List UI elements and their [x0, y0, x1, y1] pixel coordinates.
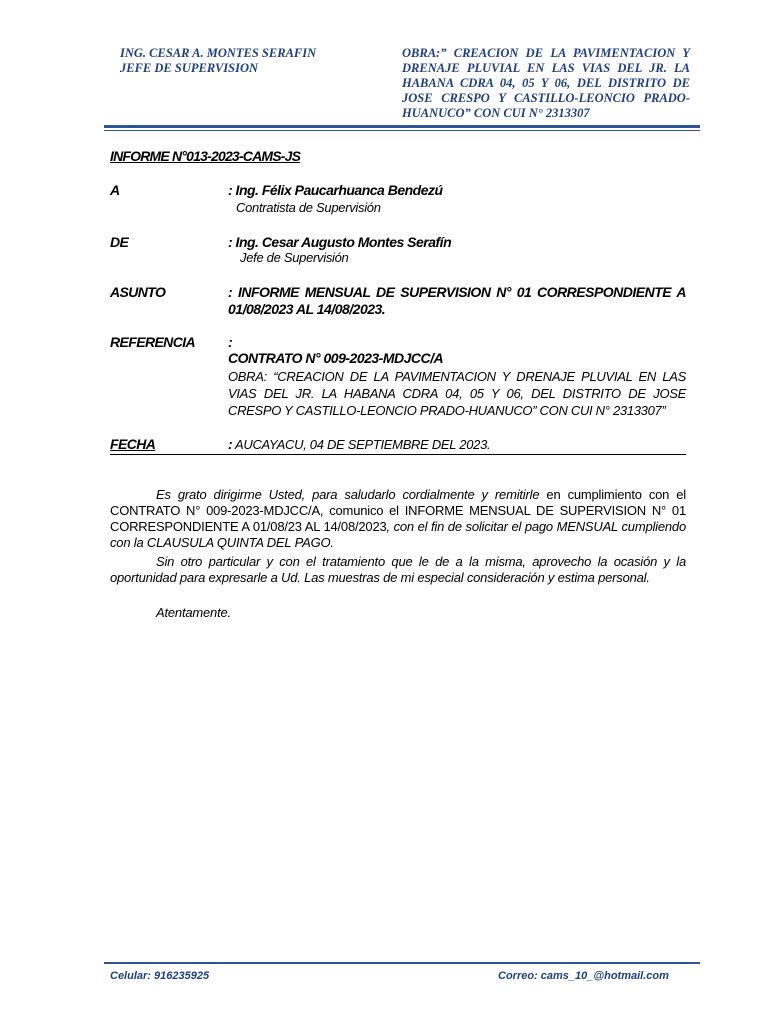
date-label: FECHA: [110, 436, 156, 452]
body-p1-greeting: Es grato dirigirme Usted, para saludarlo cordialmente y remitirle: [156, 487, 540, 502]
body-p1-request: , con el fin de solicitar el pago MENSUAL cumpliendo con la CLAUSULA QUINTA DEL PAGO.: [110, 519, 686, 550]
body-p1-main: en cumplimiento con el CONTRATO N° 009-2023-MDJCC/A, comunico el INFORME MENSUAL DE SUPERVISION N° 01 CORRESPONDIENTE A 01/08/23 AL 14/08/2023: [110, 487, 686, 534]
reference-project: OBRA: “CREACION DE LA PAVIMENTACION Y DRENAJE PLUVIAL EN LAS VIAS DEL JR. LA HABANA CDRA 04, 05 Y 06, DEL DISTRITO DE JOSE CRESPO Y CASTILLO-LEONCIO PRADO-HUANUCO” CON CUI N° 2313307”: [228, 369, 686, 418]
date-value: [228, 436, 686, 452]
reference-colon: :: [228, 334, 233, 350]
footer-phone: Celular: 916235925: [110, 970, 210, 982]
informe-title: INFORME N°013-2023-CAMS-JS: [110, 148, 301, 164]
body-paragraph-1: [110, 487, 686, 551]
to-value: : Ing. Félix Paucarhuanca Bendezú: [228, 182, 443, 198]
subject-label: ASUNTO: [110, 284, 166, 300]
subject-value: : INFORME MENSUAL DE SUPERVISION N° 01 CORRESPONDIENTE A 01/08/2023 AL 14/08/2023.: [228, 284, 686, 317]
to-role: Contratista de Supervisión: [236, 200, 381, 215]
date-divider: [110, 454, 686, 455]
header-divider-thin: [104, 130, 700, 131]
body-paragraph-2: Sin otro particular y con el tratamiento que le de a la misma, aprovecho la ocasión y la oportunidad para expresarle a Ud. Las muestras de mi especial consideración y estima personal.: [110, 554, 686, 585]
reference-label: REFERENCIA: [110, 334, 196, 350]
from-label: DE: [110, 234, 129, 250]
from-value: : Ing. Cesar Augusto Montes Serafín: [228, 234, 452, 250]
header-project: OBRA:” CREACION DE LA PAVIMENTACION Y DRENAJE PLUVIAL EN LAS VIAS DEL JR. LA HABANA CDRA 04, 05 Y 06, DEL DISTRITO DE JOSE CRESPO Y CASTILLO-LEONCIO PRADO-HUANUCO” CON CUI N° 2313307: [402, 46, 690, 120]
footer-divider: [104, 962, 700, 964]
header-author-role: JEFE DE SUPERVISION: [120, 61, 259, 75]
header-divider: [104, 125, 700, 128]
header-author: [120, 46, 380, 76]
to-label: A: [110, 182, 120, 198]
date-text: AUCAYACU, 04 DE SEPTIEMBRE DEL 2023.: [232, 437, 491, 452]
from-role: Jefe de Supervisión: [240, 250, 349, 265]
date-colon: :: [228, 436, 233, 452]
closing: Atentamente.: [156, 605, 231, 620]
header-author-name: ING. CESAR A. MONTES SERAFIN: [120, 46, 317, 60]
footer-email: Correo: cams_10_@hotmail.com: [498, 970, 669, 982]
reference-contract: CONTRATO N° 009-2023-MDJCC/A: [228, 350, 444, 366]
